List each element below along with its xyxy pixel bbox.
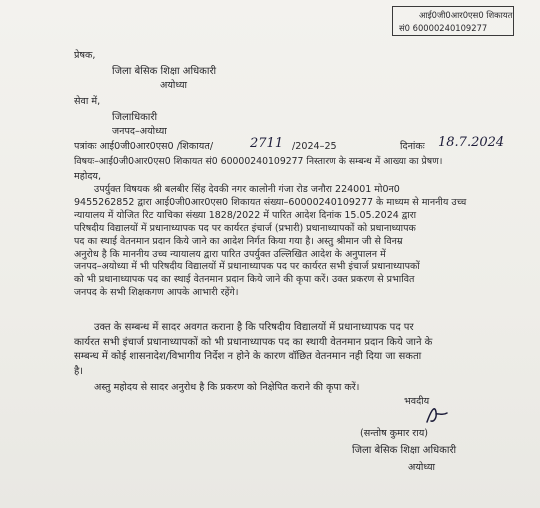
ref-box-number: सं0 60000240109277 xyxy=(399,23,488,33)
sender-title: जिला बेसिक शिक्षा अधिकारी xyxy=(112,66,217,77)
closing: भवदीय xyxy=(404,396,430,407)
signatory-place: अयोध्या xyxy=(408,462,436,473)
paragraph-2 xyxy=(74,321,482,379)
paragraph-1-line: जनपद–अयोध्या में भी परिषदीय विद्यालयों में प्रधानाध्यापक पद पर कार्यरत सभी इंचार्ज प्रधानाध्यापकों xyxy=(74,261,420,273)
paragraph-1-line: न्यायालय में योजित रिट याचिका संख्या 1828/2022 में पारित आदेश दिनांक 15.05.2024 द्वारा xyxy=(74,209,417,221)
recipient-label: सेवा में, xyxy=(74,96,101,107)
ref-box-title: आई0जी0आर0एस0 शिकायत xyxy=(419,10,513,20)
date-handwritten: 18.7.2024 xyxy=(438,135,505,150)
paragraph-1-line: परिषदीय विद्यालयों में प्रधानाध्यापक पद पर कार्यरत इंचार्ज (प्रभारी) प्रधानाध्यापकों को प्रधानाध्यापक xyxy=(74,222,416,234)
paragraph-2-line: कार्यरत सभी इंचार्ज प्रधानाध्यापकों को भी प्रधानाध्यापक पद का स्थायी वेतनमान प्रदान किये जाने के xyxy=(74,336,433,348)
signature-mark xyxy=(424,404,450,426)
paragraph-1-line: पद का स्थाई वेतनमान प्रदान किये जाने का आदेश निर्गत किया गया है। अस्तु श्रीमान जी से विनम्र xyxy=(74,235,403,247)
paragraph-1 xyxy=(74,184,482,300)
date-label: दिनांकः xyxy=(400,141,425,152)
paragraph-2-line: है। xyxy=(74,365,84,377)
signatory-name: (सन्तोष कुमार राय) xyxy=(360,428,429,439)
paragraph-1-line: उपर्युक्त विषयक श्री बलबीर सिंह देवकी नगर कालोनी गंजा रोड जनौरा 224001 मो0न0 xyxy=(94,184,400,195)
paragraph-1-line: अनुरोध है कि माननीय उच्च न्यायालय द्वारा पारित उपर्युक्त उल्लिखित आदेश के अनुपालन में xyxy=(74,248,386,260)
sender-place: अयोध्या xyxy=(160,80,188,91)
paragraph-2-line: उक्त के सम्बन्ध में सादर अवगत कराना है कि परिषदीय विद्यालयों में प्रधानाध्यापक पद पर xyxy=(94,322,414,333)
subject-line: विषयः–आई0जी0आर0एस0 शिकायत सं0 60000240109277 निस्तारण के सम्बन्ध में आख्या का प्रेषण। xyxy=(74,156,443,167)
paragraph-3: अस्तु महोदय से सादर अनुरोध है कि प्रकरण को निक्षेपित कराने की कृपा करें। xyxy=(94,382,360,393)
recipient-place: जनपद–अयोध्या xyxy=(112,126,167,137)
reference-box xyxy=(392,6,514,36)
letter-number-suffix: /2024–25 xyxy=(292,141,337,152)
letter-number-handwritten: 2711 xyxy=(250,136,284,151)
paragraph-1-line: 9455262852 द्वारा आई0जी0आर0एस0 शिकायत संख्या–60000240109277 के माध्यम से माननीय उच्च xyxy=(74,196,467,208)
paragraph-2-line: सम्बन्ध में कोई शासनादेश/विभागीय निर्देश न होने के कारण वॉछित वेतनमान नही दिया जा सकता xyxy=(74,351,422,363)
sender-label: प्रेषक, xyxy=(74,50,96,61)
signatory-title: जिला बेसिक शिक्षा अधिकारी xyxy=(352,445,457,456)
paragraph-1-line: जनपद के सभी शिक्षकगण आपके आभारी रहेंगे। xyxy=(74,287,239,299)
salutation: महोदय, xyxy=(74,171,102,182)
recipient-title: जिलाधिकारी xyxy=(112,112,158,123)
paragraph-1-line: को भी प्रधानाध्यापक पद का स्थाई वेतनमान प्रदान किये जाने की कृपा करें। उक्त प्रकरण से प्रभावित xyxy=(74,274,415,286)
letter-number-prefix: पत्रांकः आई0जी0आर0एस0 /शिकायत/ xyxy=(74,141,214,152)
